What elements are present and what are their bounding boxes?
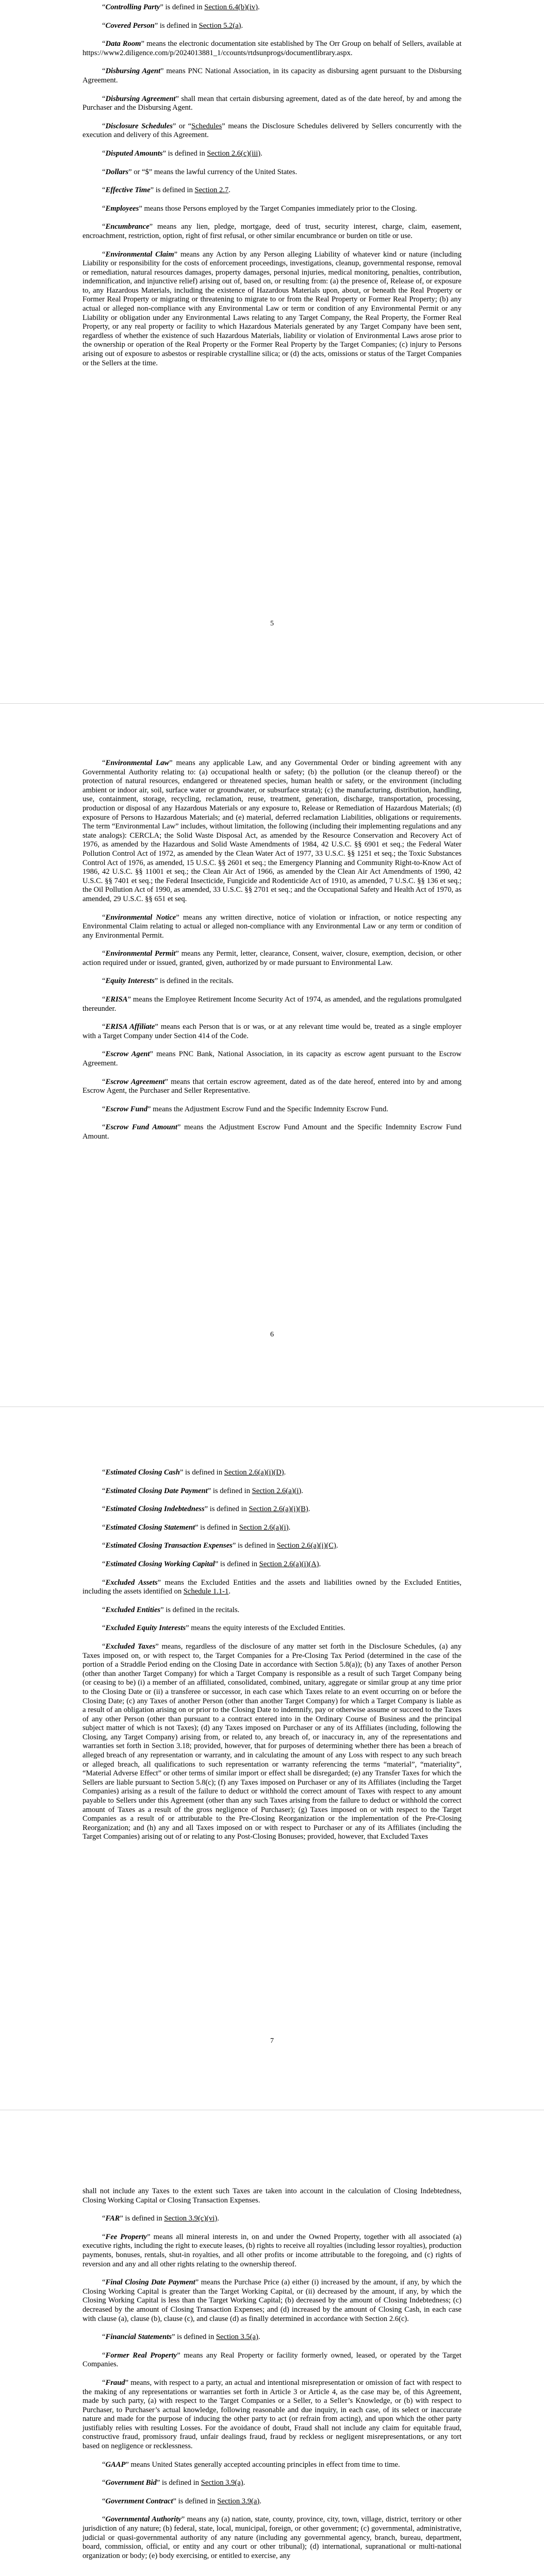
defined-term: ERISA	[105, 995, 128, 1004]
defined-term: Estimated Closing Date Payment	[105, 1486, 208, 1495]
definition-text: “	[102, 167, 106, 176]
definition-text: ” means PNC Bank, National Association, in its capacity as escrow agent pursuant to the Escrow Agreement.	[83, 1050, 461, 1068]
definition-paragraph	[83, 1123, 461, 1141]
definition-text: ” or “	[172, 122, 192, 130]
definition-text: “	[102, 122, 106, 130]
definition-text: ” is defined in	[160, 3, 205, 11]
definition-text: .	[258, 2333, 260, 2342]
defined-term: Financial Statements	[105, 2333, 172, 2342]
definition-text: “	[102, 1468, 106, 1477]
definition-text: ” means those Persons employed by the Target Companies immediately prior to the Closing.	[139, 204, 417, 213]
definition-text: shall not include any Taxes to the extent such Taxes are taken into account in the calculation of Closing Indebtedness, Closing Working Capital or Closing Transaction Expenses.	[83, 2187, 461, 2205]
section-reference: Section 2.6(a)(i)	[239, 1523, 289, 1532]
definition-text: ” means that certain escrow agreement, dated as of the date hereof, entered into by and among Escrow Agent, the Purchaser and Seller Representative.	[83, 1077, 461, 1095]
definition-text: .	[301, 1486, 303, 1495]
definition-text: ” is defined in the recitals.	[154, 977, 234, 986]
defined-term: Equity Interests	[105, 977, 155, 986]
definition-paragraph	[83, 2461, 461, 2470]
definition-text: ” is defined in	[172, 2333, 216, 2342]
definition-text: “	[102, 1486, 106, 1495]
page-content	[83, 759, 461, 1151]
definition-paragraph	[83, 1606, 461, 1615]
page-8	[0, 2110, 544, 2576]
definition-paragraph	[83, 950, 461, 968]
page-6	[0, 703, 544, 1406]
definition-text: “	[102, 913, 106, 922]
defined-term: Controlling Party	[105, 3, 160, 11]
definition-text: ” means any applicable Law, and any Governmental Order or binding agreement with any Governmental Authority relating to: (a) occupational health or safety; (b) the pollution (or the cleanup thereof) or the protection of natural resources, endangered or threatened species, human health or safety, or the environment (including ambient or indoor air, soil, surface water or groundwater, or subsurface strata); (c) the manufacturing, distribution, handling, use, containment, storage, recycling, reclamation, reuse, treatment, generation, discharge, transportation, processing, production or disposal of any Hazardous Materials or any exposure to, Release or Remediation of Hazardous Materials; (d) exposure of Persons to Hazardous Materials; and (e) material, deferred reclamation Liabilities, obligations or requirements. The term “Environmental Law” includes, without limitation, the following (including their implementing regulations and any state analogs): CERCLA; the Solid Waste Disposal Act, as amended by the Resource Conservation and Recovery Act of 1976, as amended by the Hazardous and Solid Waste Amendments of 1984, 42 U.S.C. §§ 6901 et seq.; the Federal Water Pollution Control Act of 1972, as amended by the Clean Water Act of 1977, 33 U.S.C. §§ 1251 et seq.; the Toxic Substances Control Act of 1976, as amended, 15 U.S.C. §§ 2601 et seq.; the Emergency Planning and Community Right-to-Know Act of 1986, 42 U.S.C. §§ 11001 et seq.; the Clean Air Act of 1966, as amended by the Clean Air Act Amendments of 1990, 42 U.S.C. §§ 7401 et seq.; the Federal Insecticide, Fungicide and Rodenticide Act of 1910, as amended, 7 U.S.C. §§ 136 et seq.; the Oil Pollution Act of 1990, as amended, 33 U.S.C. §§ 2701 et seq.; and the Occupational Safety and Health Act of 1970, as amended, 29 U.S.C. §§ 651 et seq.	[83, 759, 462, 903]
definition-paragraph	[83, 1560, 461, 1569]
definition-text: ” means United States generally accepted accounting principles in effect from time to time.	[125, 2460, 400, 2469]
definition-text: “	[102, 3, 106, 11]
definition-text: ” or “$” means the lawful currency of the United States.	[128, 167, 298, 176]
definition-text: .	[259, 2497, 261, 2505]
definition-text: ” is defined in	[162, 149, 207, 158]
definition-text: “	[102, 759, 106, 767]
defined-term: Disputed Amounts	[105, 149, 163, 158]
definition-paragraph	[83, 913, 461, 941]
definition-text: “	[102, 40, 106, 48]
definition-text: ” is defined in	[232, 1541, 277, 1550]
defined-term: Disbursing Agreement	[105, 94, 176, 103]
definition-paragraph	[83, 122, 461, 140]
definition-text: ” is defined in	[156, 2479, 201, 2487]
definition-text: .	[228, 1587, 230, 1596]
definition-paragraph	[83, 2515, 461, 2561]
definition-text: ” means each Person that is or was, or at any relevant time would be, treated as a single employer with a Target Company under Section 414 of the Code.	[83, 1023, 461, 1040]
section-reference: Section 2.6(a)(i)(C)	[276, 1541, 336, 1550]
definition-text: ” means all mineral interests in, on and under the Owned Property, together with all associated (a) executive rights, including the right to execute leases, (b) rights to receive all royalties (including lessor royalties), production payments, bonuses, rentals, shut-in royalties, and all other profits or income attributable to the foregoing, and (c) rights of reversion and any and all other rights relating to the ownership thereof.	[83, 2232, 462, 2268]
definition-text: “	[102, 2378, 106, 2387]
definition-text: ” is defined in	[179, 1468, 224, 1477]
definition-text: “	[102, 977, 106, 986]
definition-text: ” means the Disclosure Schedules delivered by Sellers concurrently with the execution and delivery of this Agreement.	[83, 122, 462, 140]
definition-text: “	[102, 2333, 106, 2342]
definition-text: ” means the equity interests of the Excluded Entities.	[186, 1624, 345, 1633]
defined-term: Disbursing Agent	[105, 67, 160, 76]
definition-text: ” means PNC National Association, in its capacity as disbursing agent pursuant to the Disbursing Agreement.	[83, 67, 461, 84]
defined-term: Encumbrance	[105, 223, 150, 231]
definition-text: “	[102, 1105, 106, 1113]
section-reference: Section 2.6(a)(i)(A)	[259, 1560, 319, 1568]
defined-term: FAR	[105, 2214, 120, 2223]
definition-text: “	[102, 995, 106, 1004]
definition-text: .	[241, 21, 243, 30]
defined-term: Environmental Law	[105, 759, 170, 767]
page-content	[83, 3, 461, 377]
defined-term: Excluded Entities	[105, 1605, 161, 1614]
definition-paragraph	[83, 205, 461, 214]
definition-text: “	[102, 1123, 106, 1132]
definition-text: .	[260, 149, 262, 158]
definition-paragraph	[83, 1642, 461, 1842]
definition-text: .	[284, 1468, 286, 1477]
definition-text: ” is defined in	[150, 186, 195, 195]
definition-paragraph	[83, 22, 461, 31]
defined-term: Government Bid	[105, 2479, 157, 2487]
definition-paragraph	[83, 1078, 461, 1096]
definition-text: .	[217, 2214, 219, 2223]
section-reference: Schedule 1.1-1	[183, 1587, 229, 1596]
definition-paragraph	[83, 40, 461, 58]
definition-paragraph	[83, 2278, 461, 2324]
definition-text: “	[102, 2232, 106, 2241]
section-reference: Section 2.6(a)(i)	[252, 1486, 302, 1495]
definition-text: “	[102, 149, 106, 158]
defined-term: Disclosure Schedules	[105, 122, 173, 130]
definition-text: ” means the Employee Retirement Income Security Act of 1974, as amended, and the regulations promulgated thereunder.	[83, 995, 461, 1013]
section-reference: Section 6.4(b)(iv)	[204, 3, 258, 11]
defined-term: Escrow Fund	[105, 1105, 147, 1113]
defined-term: Escrow Agreement	[105, 1077, 165, 1086]
page-content	[83, 1468, 461, 1851]
defined-term: Escrow Fund Amount	[105, 1123, 177, 1132]
definition-paragraph	[83, 2351, 461, 2369]
definition-text: .	[243, 2479, 245, 2487]
definition-text: .	[228, 186, 230, 195]
definition-text: “	[102, 223, 106, 231]
definition-paragraph	[83, 95, 461, 113]
definition-text: “	[102, 94, 106, 103]
definition-text: ” is defined in	[173, 2497, 218, 2505]
defined-term: Covered Person	[105, 21, 155, 30]
definition-text: ” means any Action by any Person alleging Liability of whatever kind or nature (including Liability or responsibility for the costs of enforcement proceedings, investigations, cleanup, governmental response, removal or remediation, natural resources damages, property damages, personal injuries, medical monitoring, penalties, contribution, indemnification, and injunctive relief) arising out of, based on, or resulting from: (a) the presence of, Release of, or exposure to, any Hazardous Materials, including the existence of Hazardous Materials upon, about, or beneath the Real Property or Former Real Property or migrating or threatening to migrate to or from the Real Property or Former Real Property; (b) any actual or alleged non-compliance with any Environmental Law or term or condition of any Environmental Permit or any Liability or obligation under any Environmental Laws relating to any Target Company, the Real Property, the Former Real Property, or any real property or facility to which Hazardous Materials generated by any Target Company have been sent, regardless of whether the existence of such Hazardous Materials, liability or violation of Environmental Laws arose prior to the ownership or operation of the Real Property or the Former Real Property by the Target Companies; (c) injury to Persons arising out of exposure to asbestos or respirable crystalline silica; or (d) the acts, omissions or status of the Target Companies or the Sellers at the time.	[83, 250, 461, 367]
definition-paragraph	[83, 759, 461, 904]
defined-term: Employees	[105, 204, 139, 213]
definition-text: “	[102, 21, 106, 30]
definition-text: .	[319, 1560, 321, 1568]
definition-paragraph	[83, 1541, 461, 1551]
defined-term: Environmental Permit	[105, 950, 176, 958]
section-reference: Section 3.9(c)(vi)	[164, 2214, 218, 2223]
definition-paragraph	[83, 2497, 461, 2506]
definition-text: “	[102, 2214, 106, 2223]
definition-text: .	[308, 1505, 310, 1514]
definition-text: .	[288, 1523, 291, 1532]
defined-term: Fee Property	[105, 2232, 147, 2241]
definition-paragraph	[83, 1523, 461, 1533]
defined-term: Effective Time	[105, 186, 151, 195]
defined-term: Excluded Equity Interests	[105, 1624, 186, 1633]
definition-text: “	[102, 186, 106, 195]
definition-paragraph	[83, 2187, 461, 2205]
definition-paragraph	[83, 149, 461, 159]
definition-paragraph	[83, 2214, 461, 2224]
definition-text: “	[102, 2278, 106, 2287]
definition-paragraph	[83, 168, 461, 177]
definition-text: ” shall mean that certain disbursing agreement, dated as of the date hereof, by and among the Purchaser and the Disbursing Agent.	[83, 94, 461, 112]
definition-text: ” means any lien, pledge, mortgage, deed of trust, security interest, charge, claim, easement, encroachment, restriction, option, right of first refusal, or other similar encumbrance or burden on title or use.	[83, 223, 461, 240]
definition-text: ” is defined in	[204, 1505, 249, 1514]
definition-paragraph	[83, 995, 461, 1013]
definition-paragraph	[83, 1105, 461, 1114]
definition-paragraph	[83, 977, 461, 986]
defined-term: Governmental Authority	[105, 2515, 182, 2524]
definition-text: .	[258, 3, 260, 11]
definition-text: ” means any Permit, letter, clearance, Consent, waiver, closure, exemption, decision, or other action required under or issued, granted, given, authorized by or made pursuant to Environmental Law.	[83, 950, 461, 967]
page-content	[83, 2187, 461, 2570]
definition-text: “	[102, 2460, 106, 2469]
definition-text: “	[102, 1077, 106, 1086]
definition-text: ” means any written directive, notice of violation or infraction, or notice respecting any Environmental Claim relating to actual or alleged non-compliance with any Environmental Law or any term or condition of any Environmental Permit.	[83, 913, 462, 940]
section-reference: Section 3.9(a)	[217, 2497, 260, 2505]
definition-text: “	[102, 1560, 106, 1568]
defined-term: Estimated Closing Statement	[105, 1523, 195, 1532]
defined-term: Dollars	[105, 167, 129, 176]
definition-paragraph	[83, 186, 461, 195]
section-reference: Section 2.6(a)(i)(B)	[249, 1505, 308, 1514]
definition-text: “	[102, 2515, 106, 2524]
definition-paragraph	[83, 223, 461, 241]
defined-term: Government Contract	[105, 2497, 173, 2505]
definition-paragraph	[83, 2379, 461, 2451]
definition-paragraph	[83, 1624, 461, 1633]
definition-paragraph	[83, 3, 461, 12]
page-number: 5	[270, 620, 274, 628]
definition-text: “	[102, 2351, 106, 2360]
defined-term: Data Room	[105, 40, 141, 48]
definition-text: “	[102, 1578, 106, 1587]
definition-text: “	[102, 1505, 106, 1514]
section-reference: Section 2.6(c)(iii)	[207, 149, 261, 158]
defined-term: Former Real Property	[105, 2351, 177, 2360]
definition-paragraph	[83, 1023, 461, 1041]
definition-paragraph	[83, 2233, 461, 2269]
definition-text: ” means the electronic documentation site established by The Orr Group on behalf of Sellers, available at https://www2.diligence.com/p/2024013881_1/ccounts/rtdsunprogs/documentlibrary.aspx.	[83, 40, 462, 57]
page-number: 7	[270, 2037, 274, 2045]
defined-term: Estimated Closing Indebtedness	[105, 1505, 205, 1514]
definition-paragraph	[83, 1505, 461, 1514]
section-reference: Section 3.9(a)	[201, 2479, 243, 2487]
definition-text: “	[102, 1050, 106, 1059]
definition-text: ” means any Real Property or facility formerly owned, leased, or operated by the Target Companies.	[83, 2351, 461, 2369]
definition-text: ” is defined in	[120, 2214, 164, 2223]
definition-paragraph	[83, 1468, 461, 1478]
definition-paragraph	[83, 2479, 461, 2488]
definition-text: ” means, with respect to a party, an actual and intentional misrepresentation or omission of fact with respect to the making of any representations or warranties set forth in Article 3 or Article 4, as the case may be, of this Agreement, made by such party, (a) with respect to the Target Companies or a Seller, to a Seller’s Knowledge, or (b) with respect to Purchaser, to Purchaser’s actual knowledge, following reasonable and due inquiry, in each case, of its select or inaccurate nature and made for the purpose of inducing the other party to act (or refrain from acting), and upon which the other party justifiably relies with resulting Losses. For the avoidance of doubt, Fraud shall not include any claim for equitable fraud, constructive fraud, promissory fraud, unfair dealings fraud, fraud by reckless or negligent misrepresentations, or any tort based on negligence or recklessness.	[83, 2378, 461, 2451]
defined-term: Environmental Claim	[105, 250, 174, 259]
definition-text: ” means the Purchase Price (a) either (i) increased by the amount, if any, by which the Closing Working Capital is greater than the Target Working Capital, or (ii) decreased by the amount, if any, by which the Closing Working Capital is less than the Target Working Capital; (b) decreased by the amount of Closing Indebtedness; (c) decreased by the amount of Closing Transaction Expenses; and (d) increased by the amount of Closing Cash, in each case with clause (a), clause (b), clause (c), and clause (d) as finally determined in accordance with Section 2.6(c).	[83, 2278, 461, 2323]
defined-term: Final Closing Date Payment	[105, 2278, 195, 2287]
definition-text: ” means, regardless of the disclosure of any matter set forth in the Disclosure Schedules, (a) any Taxes imposed on, or with respect to, the Target Companies for a Pre-Closing Tax Period (determined in the case of the portion of a Straddle Period ending on the Closing Date in accordance with Section 5.8(a)); (b) any Taxes of another Person (other than another Target Company) for which a Target Company is responsible as a result of such Target Company being (or ceasing to be) (i) a member of an affiliated, consolidated, combined, unitary, aggregate or similar group at any time prior to the Closing Date or (ii) a transferee or successor, in each case which Taxes relate to an event occurring on or before the Closing Date; (c) any Taxes of another Person (other than another Target Company) for which a Target Company is liable as a result of an obligation arising on or prior to the Closing Date to indemnify, pay or otherwise assume or succeed to the Taxes of any other Person (other than pursuant to a contract entered into in the Ordinary Course of Business and the principal subject matter of which is not Taxes); (d) any Taxes imposed on Purchaser or any of its Affiliates (including, following the Closing, any Target Company) arising from, or related to, any breach of, or inaccuracy in, any of the representations and warranties set forth in Section 3.18; provided, however, that for purposes of determining whether there has been a breach of alleged breach of any representation or warranty, and in calculating the amount of any Loss with respect to any such breach or alleged breach, all qualifications to such representation or warranty referencing the terms “material”, “materiality”, “Material Adverse Effect” or other terms of similar import or effect shall be disregarded; (e) any Transfer Taxes for which the Sellers are liable pursuant to Section 5.8(c); (f) any Taxes imposed on Purchaser or any of its Affiliates (including the Target Companies) arising as a result of the failure to deduct or withhold the correct amount of Taxes with respect to any amount payable to Sellers under this Agreement (other than any such Taxes arising from the failure to deduct or withhold the correct amount of Taxes as a result of the gross negligence of Purchaser); (g) Taxes imposed on or with respect to the Target Companies as a result of or attributable to the Pre-Closing Reorganization or the implementation of the Pre-Closing Reorganization; and (h) any and all Taxes imposed on or with respect to Purchaser or any of its Affiliates (including the Target Companies) arising out of or relating to any Post-Closing Bonuses; provided, however, that Excluded Taxes	[83, 1642, 461, 1841]
definition-text: ” means the Adjustment Escrow Fund Amount and the Specific Indemnity Escrow Fund Amount.	[83, 1123, 461, 1141]
definition-text: “	[102, 1642, 106, 1651]
definition-text: “	[102, 1605, 106, 1614]
definition-text: ” is defined in	[195, 1523, 239, 1532]
defined-term: Estimated Closing Cash	[105, 1468, 180, 1477]
definition-text: .	[336, 1541, 338, 1550]
definition-text: ” means the Adjustment Escrow Fund and the Specific Indemnity Escrow Fund.	[147, 1105, 388, 1113]
definition-paragraph	[83, 1050, 461, 1068]
defined-term: Estimated Closing Working Capital	[105, 1560, 215, 1568]
definition-text: ” means the Excluded Entities and the assets and liabilities owned by the Excluded Entities, including the assets identified on	[83, 1578, 461, 1596]
definition-text: “	[102, 67, 106, 76]
definition-text: “	[102, 1541, 106, 1550]
page-7	[0, 1406, 544, 2110]
defined-term: ERISA Affiliate	[105, 1023, 155, 1031]
defined-term: Excluded Taxes	[105, 1642, 156, 1651]
definition-text: “	[102, 2479, 106, 2487]
defined-term: Excluded Assets	[105, 1578, 158, 1587]
defined-term: Environmental Notice	[105, 913, 176, 922]
page-number: 6	[270, 1331, 274, 1338]
section-reference: Section 3.5(a)	[216, 2333, 258, 2342]
definition-text: “	[102, 950, 106, 958]
page-5	[0, 0, 544, 703]
definition-text: “	[102, 1523, 106, 1532]
defined-term: Fraud	[105, 2378, 125, 2387]
section-reference: Section 5.2(a)	[199, 21, 241, 30]
definition-text: “	[102, 2497, 106, 2505]
definition-text: ” is defined in	[154, 21, 199, 30]
section-reference: Section 2.6(a)(i)(D)	[224, 1468, 284, 1477]
definition-text: “	[102, 204, 106, 213]
defined-term: GAAP	[105, 2460, 126, 2469]
definition-text: ” is defined in	[207, 1486, 252, 1495]
definition-paragraph	[83, 2333, 461, 2342]
defined-term: Estimated Closing Transaction Expenses	[105, 1541, 233, 1550]
defined-term: Escrow Agent	[105, 1050, 150, 1059]
section-reference: Schedules	[191, 122, 222, 130]
definition-paragraph	[83, 250, 461, 368]
definition-paragraph	[83, 1487, 461, 1496]
definition-text: ” means any (a) nation, state, county, province, city, town, village, district, territory or other jurisdiction of any nature; (b) federal, state, local, municipal, foreign, or other government; (c) governmental, administrative, judicial or quasi-governmental authority of any nature (including any governmental agency, branch, bureau, department, board, commission, official, or entity and any court or other tribunal); (d) international, supranational or multi-national organization or body; (e) body exercising, or entitled to exercise, any	[83, 2515, 461, 2560]
section-reference: Section 2.7	[194, 186, 229, 195]
definition-paragraph	[83, 67, 461, 85]
definition-text: ” is defined in	[215, 1560, 259, 1568]
definition-paragraph	[83, 1579, 461, 1597]
definition-text: ” is defined in the recitals.	[160, 1605, 240, 1614]
definition-text: “	[102, 1624, 106, 1633]
definition-text: “	[102, 250, 106, 259]
definition-text: “	[102, 1023, 106, 1031]
